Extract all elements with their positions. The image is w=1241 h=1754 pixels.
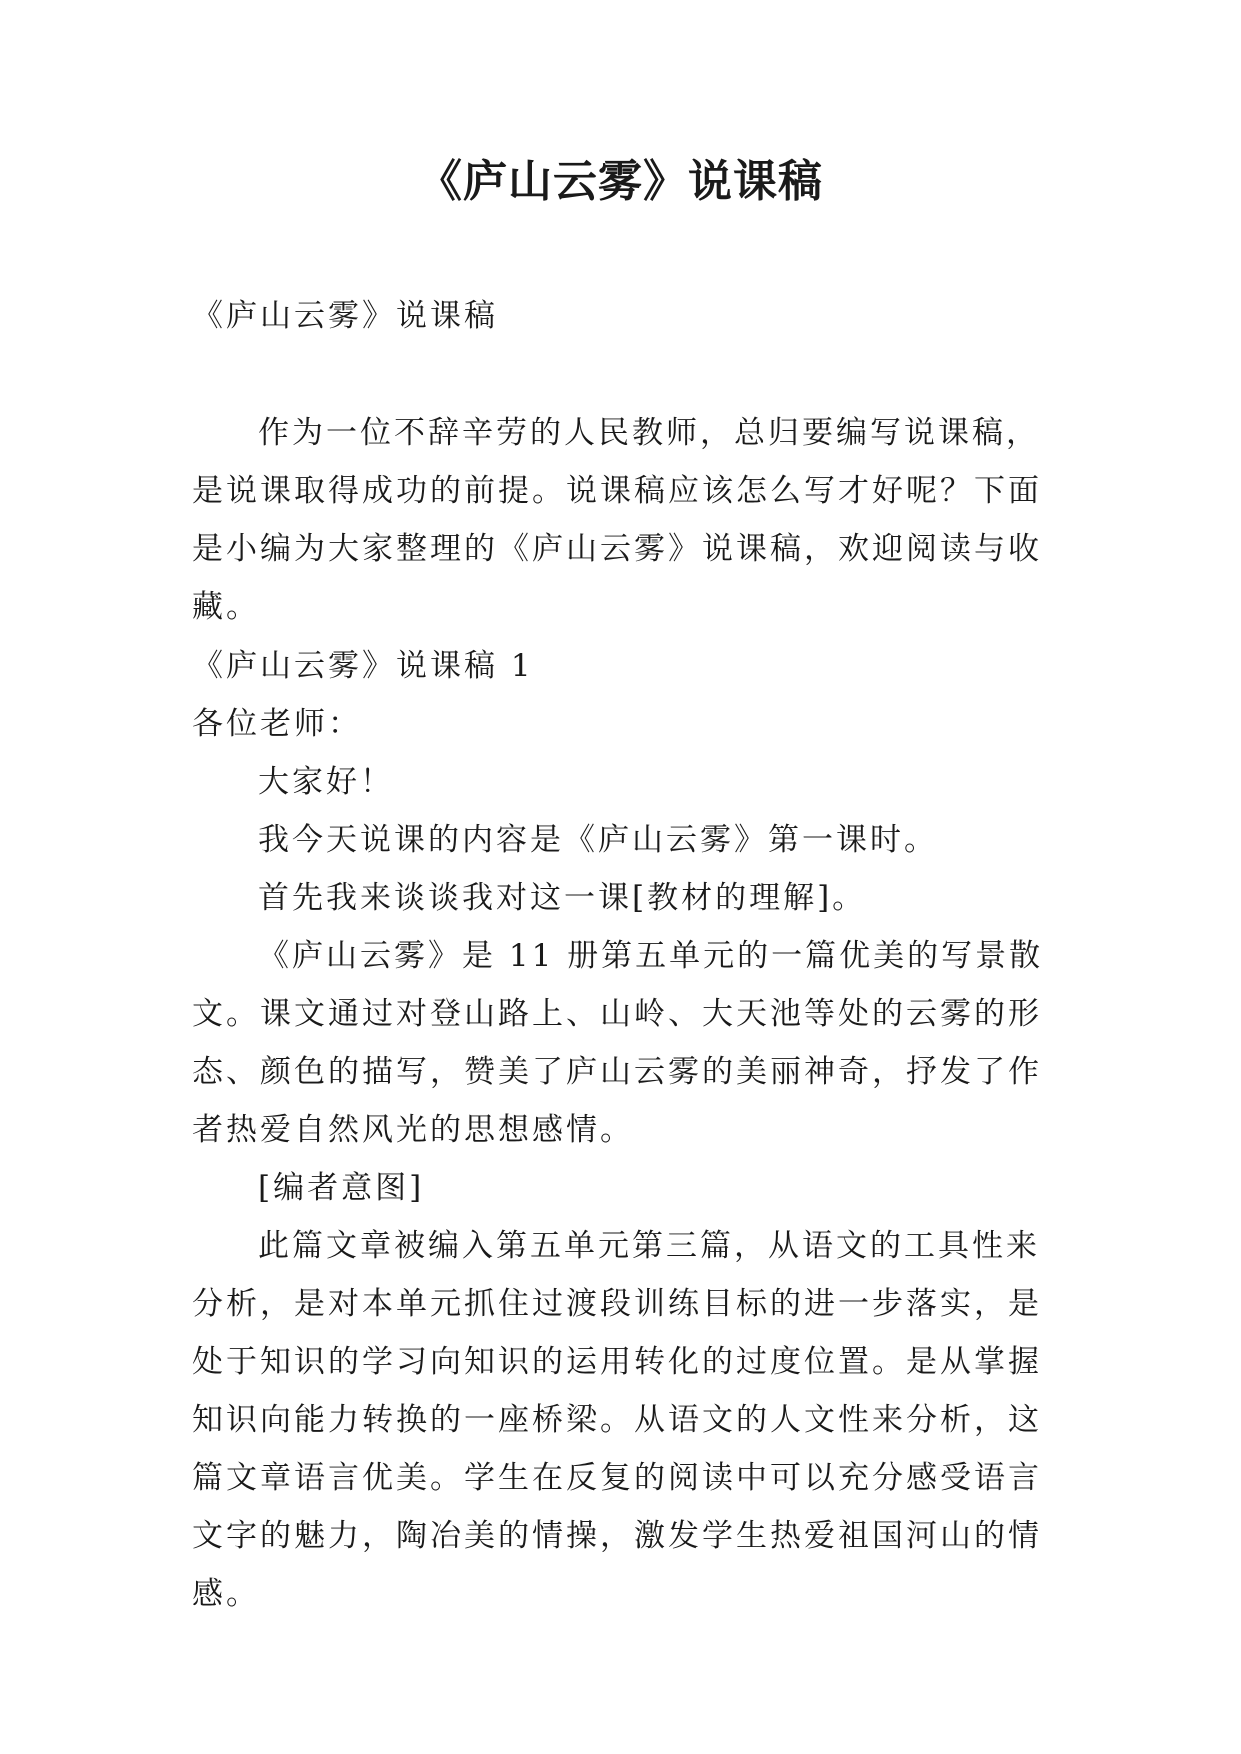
paragraph-2: 首先我来谈谈我对这一课[教材的理解]。 bbox=[258, 880, 867, 916]
document-title: 《庐山云雾》说课稿 bbox=[418, 156, 823, 207]
section-heading: 《庐山云雾》说课稿 1 bbox=[192, 648, 534, 684]
paragraph-1: 我今天说课的内容是《庐山云雾》第一课时。 bbox=[258, 822, 938, 858]
paragraph-3: 《庐山云雾》是 11 册第五单元的一篇优美的写景散文。课文通过对登山路上、山岭、大天池等处的云雾的形态、颜色的描写，赞美了庐山云雾的美丽神奇，抒发了作者热爱自然风光的思想感情。 bbox=[192, 938, 1044, 1148]
greeting-paragraph: 大家好！ bbox=[258, 764, 394, 800]
salutation: 各位老师： bbox=[192, 706, 362, 742]
paragraph-5: 此篇文章被编入第五单元第三篇，从语文的工具性来分析，是对本单元抓住过渡段训练目标的进一步落实，是处于知识的学习向知识的运用转化的过度位置。是从掌握知识向能力转换的一座桥梁。从语文的人文性来分析，这篇文章语言优美。学生在反复的阅读中可以充分感受语言文字的魅力，陶冶美的情操，激发学生热爱祖国河山的情感。 bbox=[192, 1228, 1042, 1612]
document-subtitle: 《庐山云雾》说课稿 bbox=[192, 298, 498, 334]
intro-paragraph: 作为一位不辞辛劳的人民教师，总归要编写说课稿，是说课取得成功的前提。说课稿应该怎么写才好呢？下面是小编为大家整理的《庐山云雾》说课稿，欢迎阅读与收藏。 bbox=[192, 415, 1042, 625]
paragraph-4: [编者意图] bbox=[258, 1170, 425, 1206]
section-1 bbox=[192, 637, 1062, 1623]
